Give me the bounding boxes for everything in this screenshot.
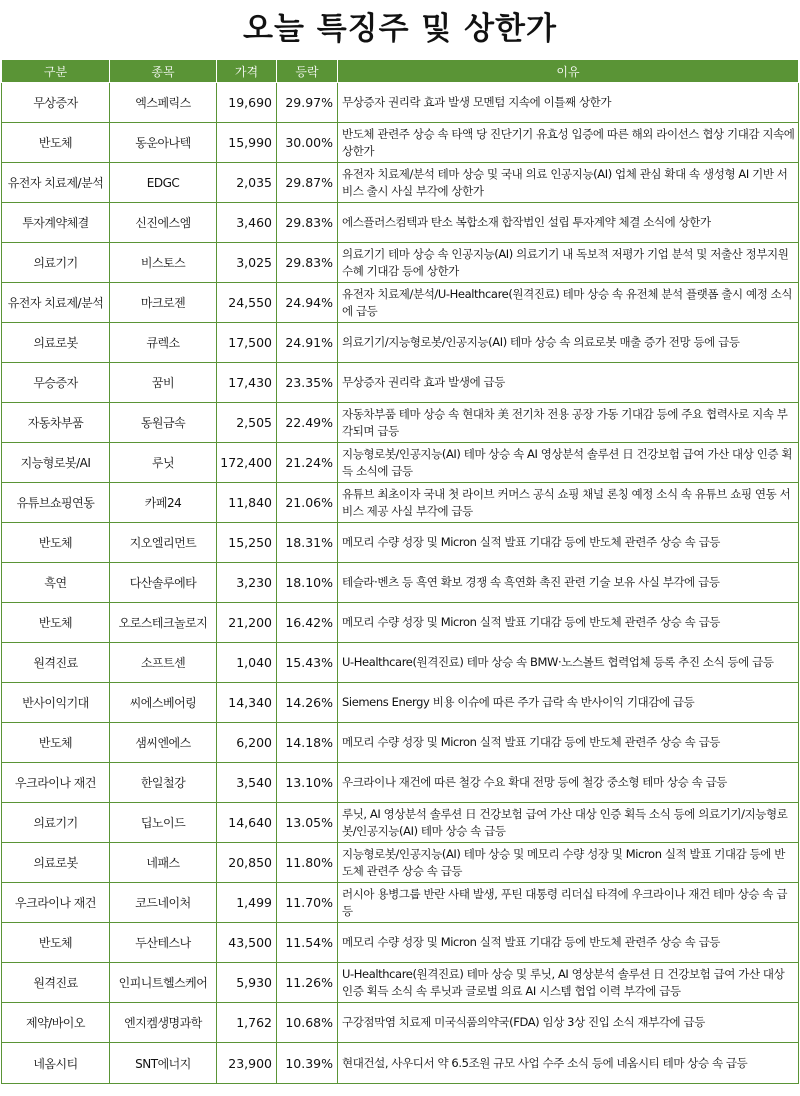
price-cell: 3,460 [217,203,277,243]
table-row [2,403,799,443]
reason-cell: 메모리 수량 성장 및 Micron 실적 발표 기대감 등에 반도체 관련주 상승 속 급등 [338,603,799,643]
table-row [2,1043,799,1084]
reason-cell: 유전자 치료제/분석 테마 상승 및 국내 의료 인공지능(AI) 업체 관심 확대 속 생성형 AI 기반 서비스 출시 사실 부각에 상한가 [338,163,799,203]
change-cell: 11.54% [277,923,338,963]
reason-cell: 의료기기 테마 상승 속 인공지능(AI) 의료기기 내 독보적 저평가 기업 분석 및 저출산 정부지원 수혜 기대감 등에 상한가 [338,243,799,283]
price-cell: 172,400 [217,443,277,483]
header-stock: 종목 [110,60,217,83]
stock-name-cell: 지오엘리먼트 [110,523,217,563]
stock-name-cell: 코드네이처 [110,883,217,923]
change-cell: 21.24% [277,443,338,483]
reason-cell: 지능형로봇/인공지능(AI) 테마 상승 속 AI 영상분석 솔루션 日 건강보험 급여 가산 대상 인증 획득 소식에 급등 [338,443,799,483]
table-row [2,683,799,723]
category-cell: 반사이익기대 [2,683,110,723]
stock-name-cell: 소프트센 [110,643,217,683]
reason-cell: 메모리 수량 성장 및 Micron 실적 발표 기대감 등에 반도체 관련주 상승 속 급등 [338,923,799,963]
stock-name-cell: 엔지켐생명과학 [110,1003,217,1043]
reason-cell: 자동차부품 테마 상승 속 현대차 美 전기차 전용 공장 가동 기대감 등에 주요 협력사로 지속 부각되며 급등 [338,403,799,443]
category-cell: 반도체 [2,123,110,163]
stock-name-cell: 오로스테크놀로지 [110,603,217,643]
stock-name-cell: 인피니트헬스케어 [110,963,217,1003]
category-cell: 반도체 [2,603,110,643]
table-row [2,563,799,603]
reason-cell: 무상증자 권리락 효과 발생에 급등 [338,363,799,403]
stock-name-cell: 엑스페릭스 [110,83,217,123]
category-cell: 원격진료 [2,963,110,1003]
price-cell: 15,250 [217,523,277,563]
table-row [2,643,799,683]
change-cell: 13.10% [277,763,338,803]
stock-name-cell: 동운아나텍 [110,123,217,163]
stock-name-cell: 두산테스나 [110,923,217,963]
stock-name-cell: 신진에스엠 [110,203,217,243]
change-cell: 23.35% [277,363,338,403]
table-row [2,323,799,363]
price-cell: 19,690 [217,83,277,123]
price-cell: 3,230 [217,563,277,603]
table-row [2,963,799,1003]
stock-name-cell: 꿈비 [110,363,217,403]
category-cell: 우크라이나 재건 [2,883,110,923]
stock-name-cell: 카페24 [110,483,217,523]
table-row [2,803,799,843]
category-cell: 의료로봇 [2,323,110,363]
category-cell: 흑연 [2,563,110,603]
reason-cell: 에스플러스컴텍과 탄소 복합소재 합작법인 설립 투자계약 체결 소식에 상한가 [338,203,799,243]
price-cell: 1,499 [217,883,277,923]
price-cell: 5,930 [217,963,277,1003]
table-row [2,1003,799,1043]
price-cell: 14,640 [217,803,277,843]
category-cell: 의료기기 [2,803,110,843]
category-cell: 지능형로봇/AI [2,443,110,483]
header-reason: 이유 [338,60,799,83]
stock-name-cell: 씨에스베어링 [110,683,217,723]
stock-table [1,59,799,1084]
table-row [2,243,799,283]
price-cell: 14,340 [217,683,277,723]
change-cell: 11.80% [277,843,338,883]
price-cell: 43,500 [217,923,277,963]
reason-cell: 러시아 용병그룹 반란 사태 발생, 푸틴 대통령 리더십 타격에 우크라이나 재건 테마 상승 속 급등 [338,883,799,923]
reason-cell: 지능형로봇/인공지능(AI) 테마 상승 및 메모리 수량 성장 및 Micron 실적 발표 기대감 등에 반도체 관련주 상승 속 급등 [338,843,799,883]
stock-name-cell: 네패스 [110,843,217,883]
category-cell: 자동차부품 [2,403,110,443]
price-cell: 3,540 [217,763,277,803]
table-row [2,883,799,923]
change-cell: 14.26% [277,683,338,723]
stock-name-cell: 루닛 [110,443,217,483]
table-row [2,523,799,563]
price-cell: 21,200 [217,603,277,643]
category-cell: 우크라이나 재건 [2,763,110,803]
table-row [2,843,799,883]
change-cell: 29.83% [277,243,338,283]
category-cell: 제약/바이오 [2,1003,110,1043]
change-cell: 18.31% [277,523,338,563]
stock-name-cell: 마크로젠 [110,283,217,323]
price-cell: 2,505 [217,403,277,443]
reason-cell: U-Healthcare(원격진료) 테마 상승 속 BMW·노스볼트 협력업체 등록 추진 소식 등에 급등 [338,643,799,683]
stock-name-cell: 동원금속 [110,403,217,443]
change-cell: 29.87% [277,163,338,203]
category-cell: 유전자 치료제/분석 [2,283,110,323]
table-row [2,443,799,483]
table-row [2,283,799,323]
price-cell: 17,500 [217,323,277,363]
header-row [2,60,799,83]
reason-cell: 루닛, AI 영상분석 솔루션 日 건강보험 급여 가산 대상 인증 획득 소식 등에 의료기기/지능형로봇/인공지능(AI) 테마 상승 속 급등 [338,803,799,843]
change-cell: 29.97% [277,83,338,123]
stock-name-cell: 큐렉소 [110,323,217,363]
table-body [2,83,799,1084]
reason-cell: 메모리 수량 성장 및 Micron 실적 발표 기대감 등에 반도체 관련주 상승 속 급등 [338,523,799,563]
stock-name-cell: 한일철강 [110,763,217,803]
change-cell: 22.49% [277,403,338,443]
reason-cell: 유튜브 최초이자 국내 첫 라이브 커머스 공식 쇼핑 채널 론칭 예정 소식 속 유튜브 쇼핑 연동 서비스 제공 사실 부각에 급등 [338,483,799,523]
table-row [2,483,799,523]
change-cell: 24.94% [277,283,338,323]
stock-name-cell: 샘씨엔에스 [110,723,217,763]
table-row [2,603,799,643]
reason-cell: U-Healthcare(원격진료) 테마 상승 및 루닛, AI 영상분석 솔루션 日 건강보험 급여 가산 대상 인증 획득 소식 속 루닛과 글로벌 의료 AI 시스템 협업 이력 부각에 급등 [338,963,799,1003]
change-cell: 29.83% [277,203,338,243]
header-price: 가격 [217,60,277,83]
reason-cell: 구강점막염 치료제 미국식품의약국(FDA) 임상 3상 진입 소식 재부각에 급등 [338,1003,799,1043]
price-cell: 2,035 [217,163,277,203]
reason-cell: 의료기기/지능형로봇/인공지능(AI) 테마 상승 속 의료로봇 매출 증가 전망 등에 급등 [338,323,799,363]
reason-cell: 반도체 관련주 상승 속 타액 당 진단기기 유효성 입증에 따른 해외 라이선스 협상 기대감 지속에 상한가 [338,123,799,163]
price-cell: 24,550 [217,283,277,323]
category-cell: 유튜브쇼핑연동 [2,483,110,523]
change-cell: 11.70% [277,883,338,923]
change-cell: 30.00% [277,123,338,163]
stock-name-cell: 비스토스 [110,243,217,283]
change-cell: 18.10% [277,563,338,603]
header-category: 구분 [2,60,110,83]
table-row [2,203,799,243]
change-cell: 10.39% [277,1043,338,1084]
table-row [2,763,799,803]
stock-name-cell: 딥노이드 [110,803,217,843]
table-row [2,83,799,123]
price-cell: 11,840 [217,483,277,523]
category-cell: 유전자 치료제/분석 [2,163,110,203]
category-cell: 반도체 [2,523,110,563]
reason-cell: 무상증자 권리락 효과 발생 모멘텀 지속에 이틀째 상한가 [338,83,799,123]
stock-name-cell: EDGC [110,163,217,203]
change-cell: 13.05% [277,803,338,843]
price-cell: 1,040 [217,643,277,683]
change-cell: 14.18% [277,723,338,763]
change-cell: 21.06% [277,483,338,523]
stock-name-cell: SNT에너지 [110,1043,217,1084]
table-row [2,723,799,763]
category-cell: 의료기기 [2,243,110,283]
category-cell: 무승증자 [2,363,110,403]
table-row [2,923,799,963]
change-cell: 11.26% [277,963,338,1003]
reason-cell: 유전자 치료제/분석/U-Healthcare(원격진료) 테마 상승 속 유전체 분석 플랫폼 출시 예정 소식에 급등 [338,283,799,323]
category-cell: 의료로봇 [2,843,110,883]
reason-cell: 현대건설, 사우디서 약 6.5조원 규모 사업 수주 소식 등에 네옴시티 테마 상승 속 급등 [338,1043,799,1084]
price-cell: 17,430 [217,363,277,403]
change-cell: 10.68% [277,1003,338,1043]
category-cell: 무상증자 [2,83,110,123]
reason-cell: 테슬라·벤츠 등 흑연 확보 경쟁 속 흑연화 촉진 관련 기술 보유 사실 부각에 급등 [338,563,799,603]
price-cell: 15,990 [217,123,277,163]
table-row [2,123,799,163]
price-cell: 23,900 [217,1043,277,1084]
price-cell: 3,025 [217,243,277,283]
category-cell: 투자계약체결 [2,203,110,243]
header-change: 등락 [277,60,338,83]
page-title: 오늘 특징주 및 상한가 [243,11,557,47]
table-row [2,163,799,203]
category-cell: 원격진료 [2,643,110,683]
change-cell: 16.42% [277,603,338,643]
price-cell: 6,200 [217,723,277,763]
reason-cell: 우크라이나 재건에 따른 철강 수요 확대 전망 등에 철강 중소형 테마 상승 속 급등 [338,763,799,803]
category-cell: 반도체 [2,923,110,963]
category-cell: 네옴시티 [2,1043,110,1084]
change-cell: 24.91% [277,323,338,363]
reason-cell: 메모리 수량 성장 및 Micron 실적 발표 기대감 등에 반도체 관련주 상승 속 급등 [338,723,799,763]
change-cell: 15.43% [277,643,338,683]
price-cell: 20,850 [217,843,277,883]
stock-name-cell: 다산솔루에타 [110,563,217,603]
reason-cell: Siemens Energy 비용 이슈에 따른 주가 급락 속 반사이익 기대감에 급등 [338,683,799,723]
table-row [2,363,799,403]
category-cell: 반도체 [2,723,110,763]
price-cell: 1,762 [217,1003,277,1043]
